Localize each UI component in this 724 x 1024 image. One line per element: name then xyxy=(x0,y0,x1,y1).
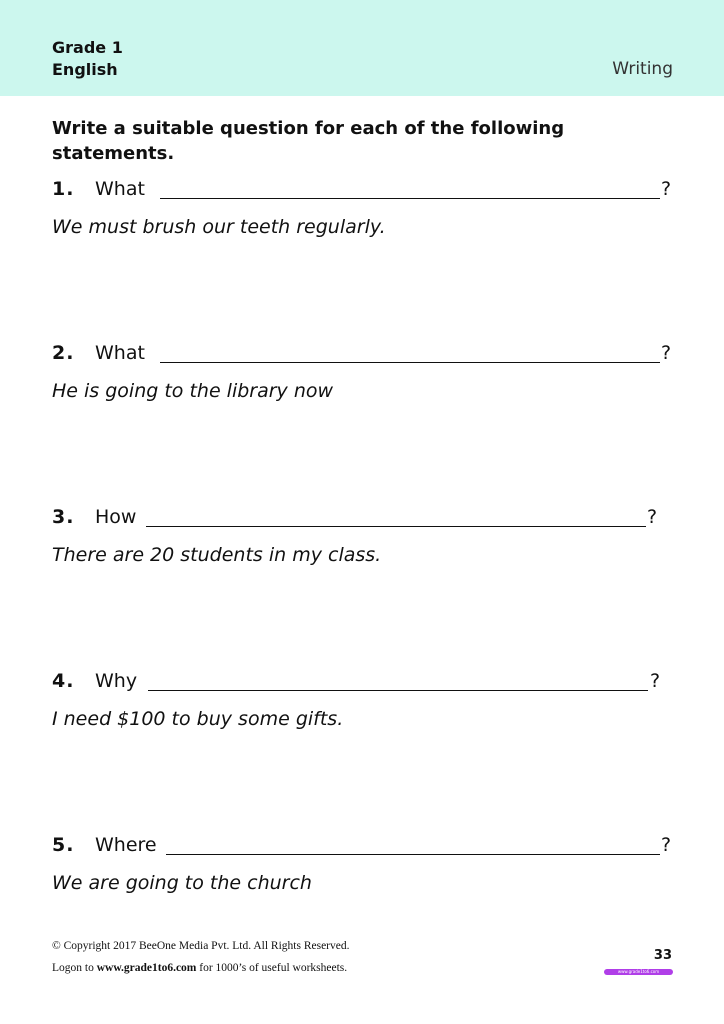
logon-suffix: for 1000’s of useful worksheets. xyxy=(199,962,348,974)
statement-text: There are 20 students in my class. xyxy=(52,544,382,566)
question-number: 1. xyxy=(52,178,75,200)
question-mark: ? xyxy=(661,834,672,856)
statement-text: We are going to the church xyxy=(52,872,312,894)
statement-text: I need $100 to buy some gifts. xyxy=(52,708,344,730)
question-start-word: How xyxy=(95,506,137,528)
logon-line xyxy=(52,962,347,974)
copyright-text: © Copyright 2017 BeeOne Media Pvt. Ltd. All Rights Reserved. xyxy=(52,940,350,952)
answer-blank-line[interactable] xyxy=(146,526,646,527)
answer-blank-line[interactable] xyxy=(160,198,660,199)
question-row-2 xyxy=(52,342,682,372)
question-row-5 xyxy=(52,834,682,864)
statement-text: He is going to the library now xyxy=(52,380,334,402)
answer-blank-line[interactable] xyxy=(166,854,660,855)
question-mark: ? xyxy=(647,506,658,528)
question-mark: ? xyxy=(661,342,672,364)
question-start-word: Why xyxy=(95,670,138,692)
grade-label: Grade 1 xyxy=(52,38,123,57)
question-mark: ? xyxy=(661,178,672,200)
question-row-4 xyxy=(52,670,682,700)
question-number: 2. xyxy=(52,342,75,364)
topic-label: Writing xyxy=(612,59,673,79)
website-link[interactable]: www.grade1to6.com xyxy=(96,962,197,974)
question-start-word: What xyxy=(95,178,145,200)
question-row-3 xyxy=(52,506,682,536)
question-start-word: What xyxy=(95,342,145,364)
statement-text: We must brush our teeth regularly. xyxy=(52,216,386,238)
question-mark: ? xyxy=(650,670,661,692)
question-row-1 xyxy=(52,178,682,208)
question-number: 5. xyxy=(52,834,75,856)
instruction-text: Write a suitable question for each of the following statements. xyxy=(52,118,565,164)
page-header xyxy=(0,0,724,96)
subject-label: English xyxy=(52,60,118,79)
question-number: 3. xyxy=(52,506,75,528)
website-badge: www.grade1to6.com xyxy=(604,969,673,975)
logon-prefix: Logon to xyxy=(52,962,94,974)
answer-blank-line[interactable] xyxy=(160,362,660,363)
answer-blank-line[interactable] xyxy=(148,690,648,691)
question-start-word: Where xyxy=(95,834,157,856)
page-number: 33 xyxy=(653,948,672,963)
question-number: 4. xyxy=(52,670,75,692)
